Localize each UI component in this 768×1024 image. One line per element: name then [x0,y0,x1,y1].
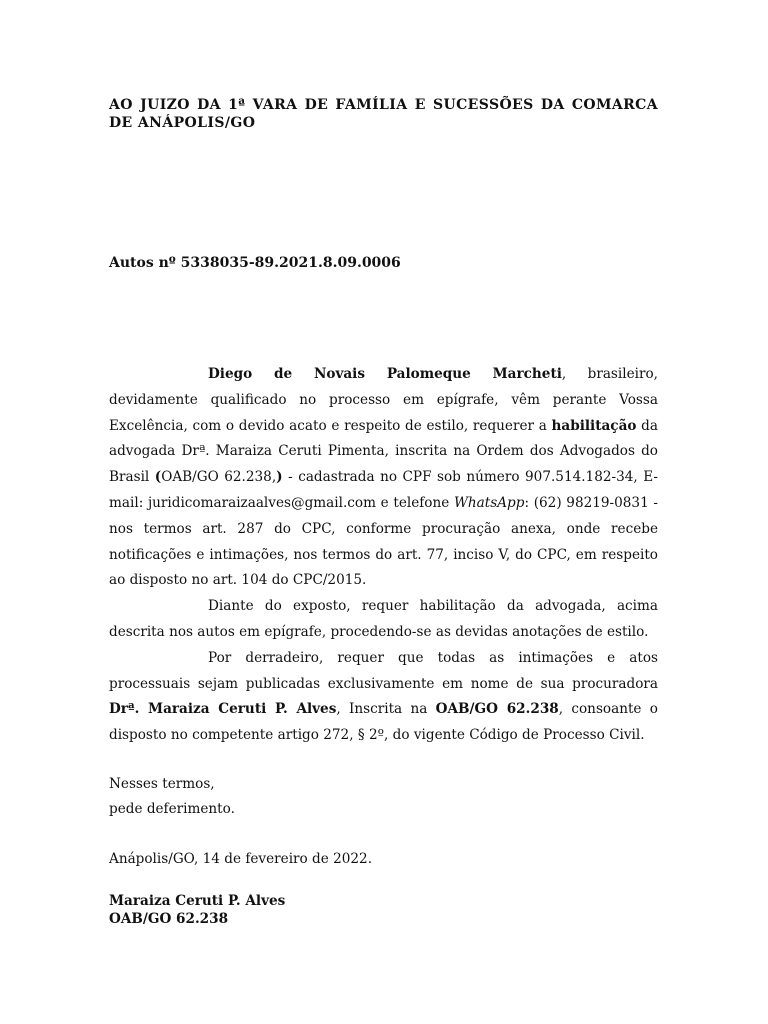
oab-inline: OAB/GO 62.238, [161,469,277,486]
paragraph-text: : [524,494,534,511]
paragraph-text: (62) 98219-0831 - nos termos art. 287 do CPC, conforme procuração anexa, onde recebe notificações e intimações, nos termos do art. 77, inciso V, do CPC, em respeito ao disposto no art. 104 do CPC/2015. [109,494,658,589]
document-heading: AO JUIZO DA 1ª VARA DE FAMÍLIA E SUCESSÕES DA COMARCA DE ANÁPOLIS/GO [109,97,658,131]
signature-block [109,892,285,928]
signature-name: Maraiza Ceruti P. Alves [109,893,286,909]
habilitacao-term: habilitação [551,417,637,434]
paragraph-text: da advogada Drª. Maraiza Ceruti Pimenta, inscrita na Ordem dos Advogados do Brasil [109,417,658,486]
paragraph-diante-exposto: Diante do exposto, requer habilitação da advogada, acima descrita nos autos em epígrafe, procedendo-se as devidas anotações de estilo. [109,598,658,640]
paragraph-por-derradeiro [109,646,658,749]
paragraph-text: Por derradeiro, requer que todas as intimações e atos processuais sejam publicadas exclusivamente em nome de sua procuradora [109,649,658,692]
lawyer-name: Drª. Maraiza Ceruti P. Alves [109,701,337,718]
client-name: Diego de Novais Palomeque Marcheti [208,366,562,382]
signature-oab: OAB/GO 62.238 [109,911,229,927]
case-number: Autos nº 5338035-89.2021.8.09.0006 [109,255,401,271]
paren-open: ( [154,469,162,486]
paragraph-text: - cadastrada no CPF sob número 907.514.182-34, E-mail: juridicomaraizaalves@gmail.com e telefone [109,469,658,511]
closing-line-1: Nesses termos, [109,776,215,792]
paragraph-text: , consoante o disposto no competente artigo 272, § 2º, do vigente Código de Processo Civil. [109,701,658,744]
paragraph-habilitacao-request [109,362,658,594]
petition-body [109,362,658,749]
paren-close: ) [276,469,283,486]
paragraph-text: , brasileiro, devidamente qualificado no processo em epígrafe, vêm perante Vossa Excelência, com o devido acato e respeito de estilo, requerer a [109,366,658,434]
whatsapp-label: WhatsApp [453,494,525,511]
paragraph-text: , Inscrita na [336,701,436,718]
place-and-date: Anápolis/GO, 14 de fevereiro de 2022. [109,851,373,867]
closing-formula [109,772,235,822]
closing-line-2: pede deferimento. [109,801,235,817]
lawyer-oab: OAB/GO 62.238 [435,701,559,718]
